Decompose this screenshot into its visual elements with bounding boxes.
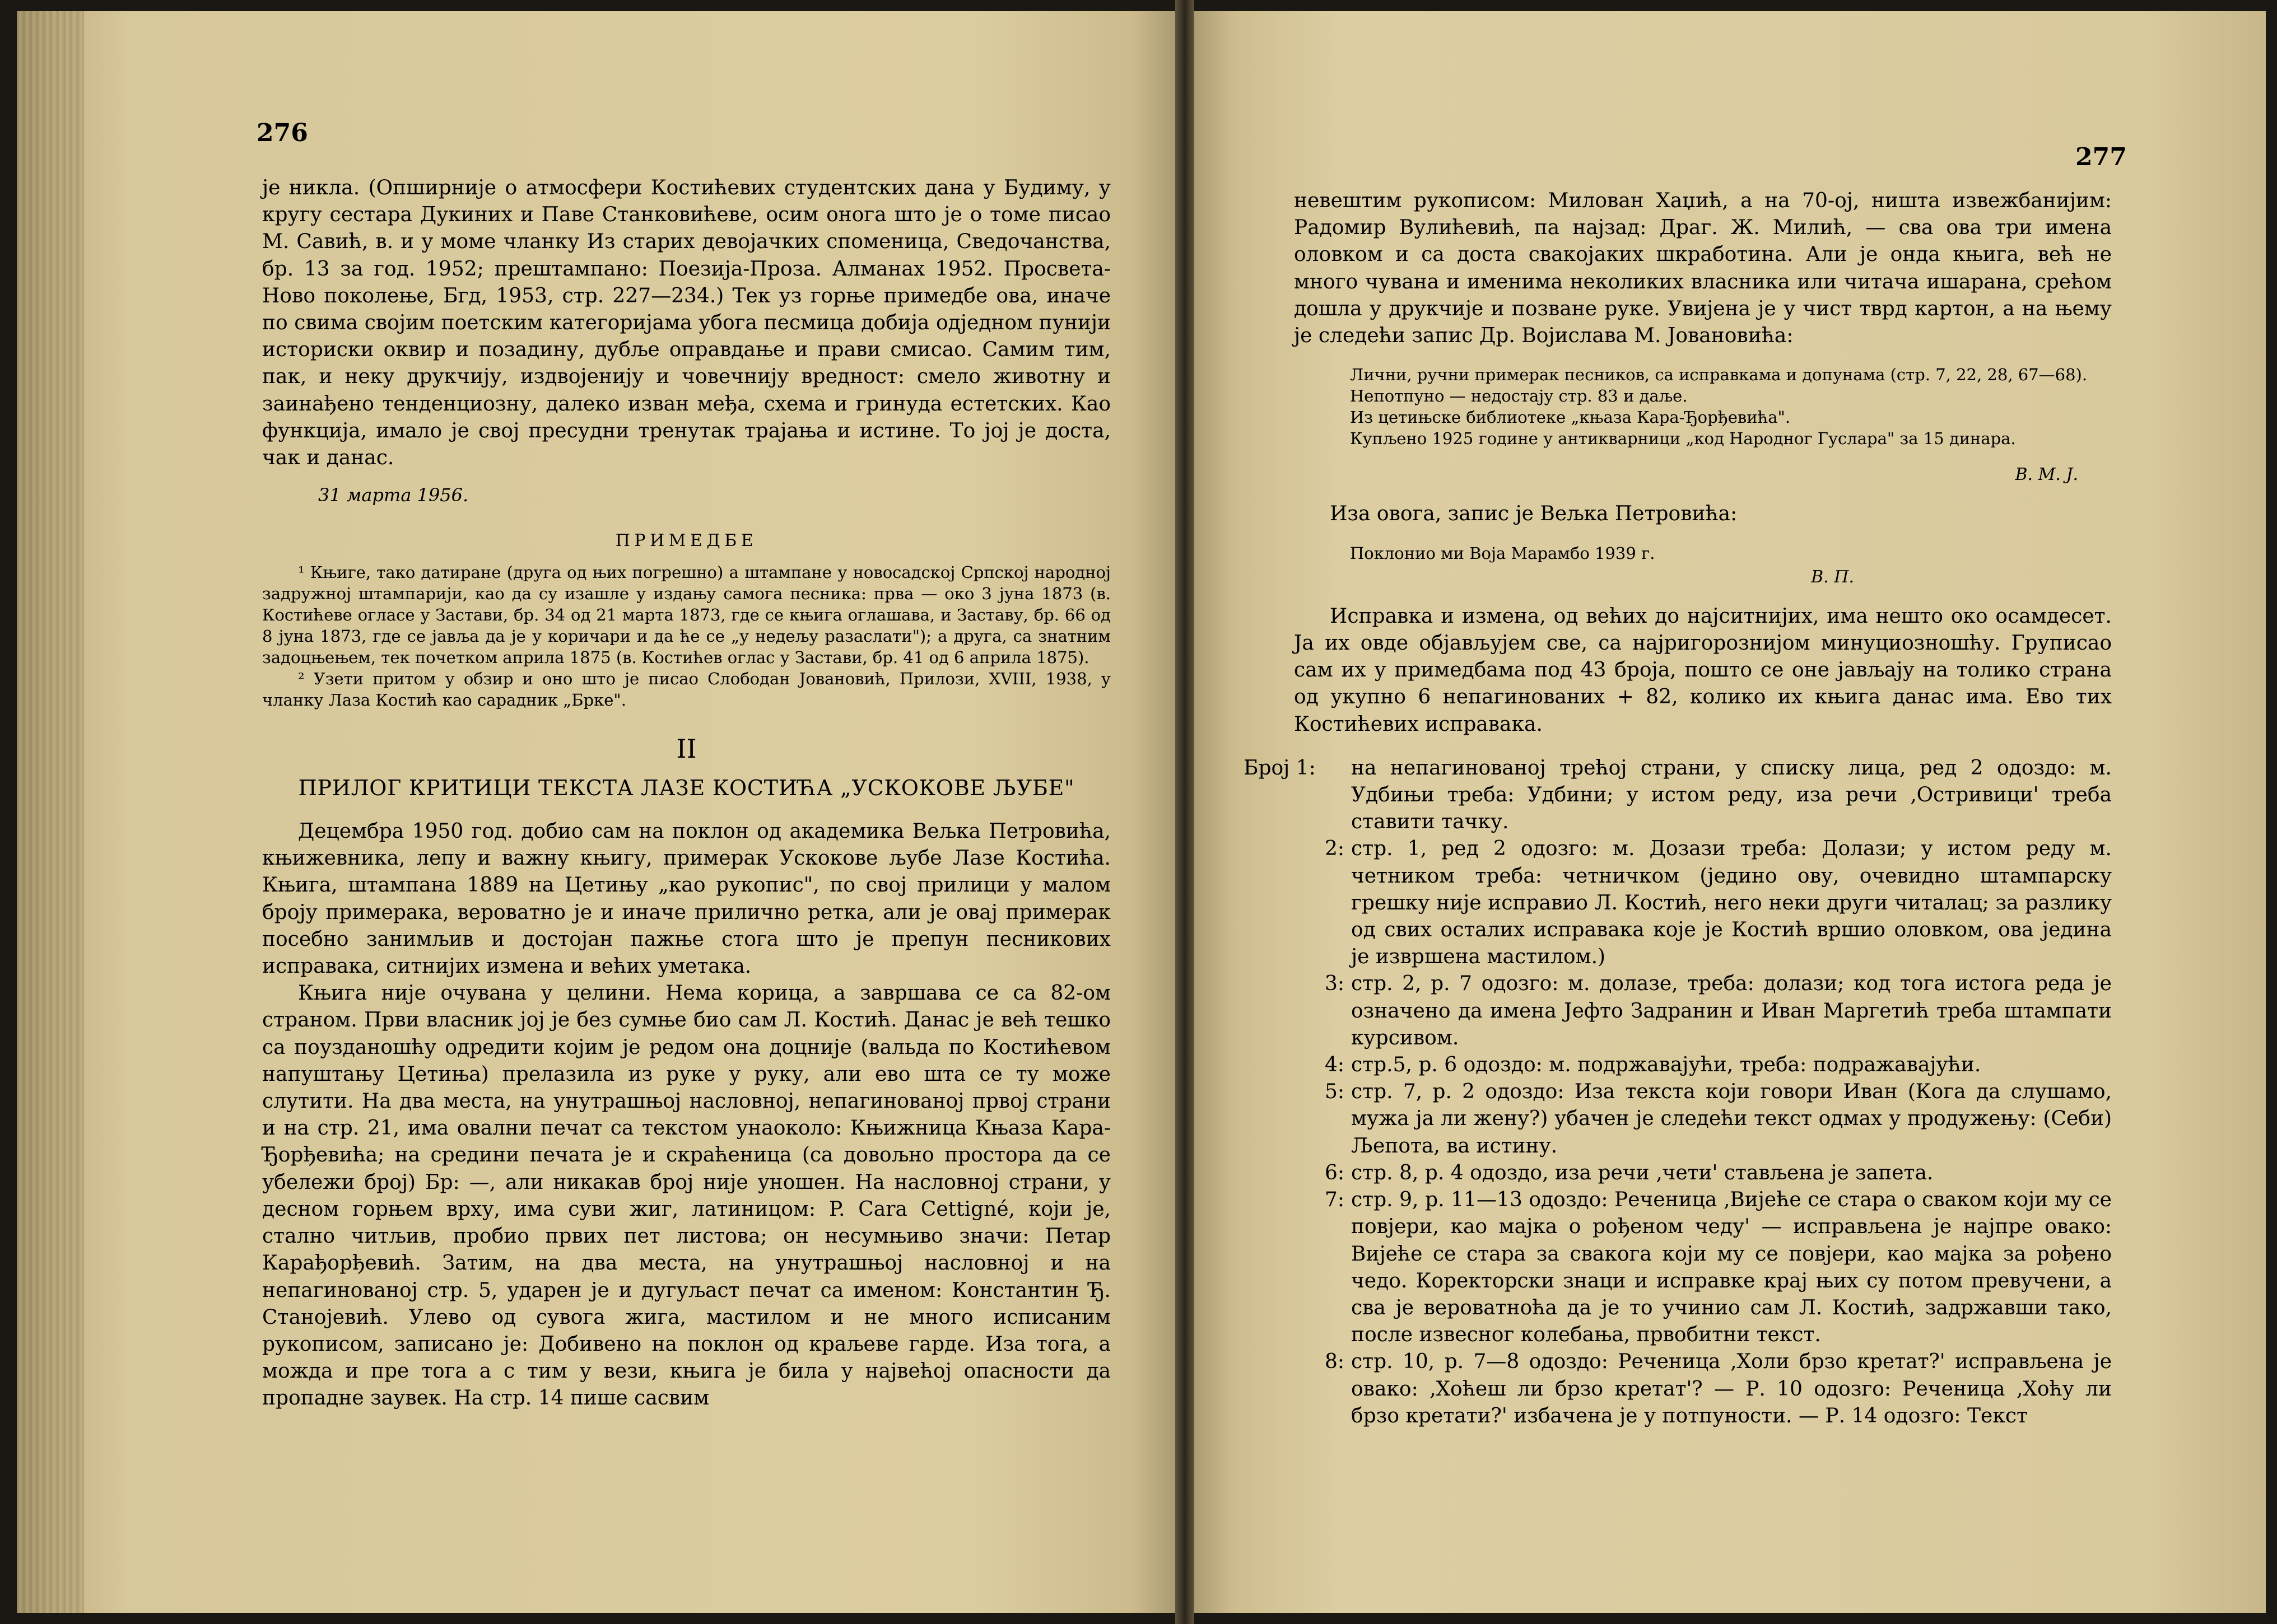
list-item [1244,1348,2112,1430]
item-label: 6: [1324,1161,1344,1184]
item-text: стр. 2, р. 7 одозго: м. долазе, треба: долази; код тога истога реда је означено да имена Јефто Задранин и Иван Маргетић треба штампати курсивом. [1351,972,2112,1049]
list-item [1244,755,2112,836]
left-page-number: 276 [257,119,308,147]
footnote-1: ¹ Књиге, тако датиране (друга од њих погрешно) а штампане у новосадској Српској народној задружној штампарији, као да су изашле у издању самога песника: прва — око 3 јуна 1873 (в. Костићеве огласе у Застави, бр. 34 од 21 марта 1873, где се књига оглашава, и Заставу, бр. 66 од 8 јуна 1873, где се јавља да је у коричари и да ће се „у недељу разаслати"); а друга, са знатним задоцњењем, тек почетком априла 1875 (в. Костићев оглас у Застави, бр. 41 од 6 априла 1875). [262,562,1111,667]
list-item [1244,1052,2112,1079]
item-label: 7: [1324,1188,1344,1212]
corrections-list [1244,755,2112,1430]
paragraph: Децембра 1950 год. добио сам на поклон од академика Вељка Петровића, књижевника, лепу и важну књигу, примерак Ускокове љубе Лазе Костића. Књига, штампана 1889 на Цетињу „као рукопис", по свој прилици у малом броју примерака, вероватно је и иначе прилично ретка, али је овај примерак посебно занимљив и достојан пажње стога што је препун песникових исправака, ситнијих измена и већих уметака. [262,820,1111,978]
footnote-2: ² Узети притом у обзир и оно што је писао Слободан Јовановић, Прилози, XVIII, 1938, у чланку Лаза Костић као сарадник „Брке". [262,669,1111,710]
note-quote [1294,364,2112,449]
item-label: 2: [1324,837,1344,861]
quote-line: Непотпуно — недостају стр. 83 и даље. [1350,386,1688,406]
section-title: ПРИЛОГ КРИТИЦИ ТЕКСТА ЛАЗЕ КОСТИЋА „УСКОКОВЕ ЉУБЕ" [298,775,1075,800]
item-label: 8: [1324,1350,1344,1374]
list-item [1244,970,2112,1052]
quote-line: Лични, ручни примерак песников, са исправкама и допунама (стр. 7, 22, 28, 67—68). [1350,365,2088,385]
right-page-number: 277 [2075,143,2127,171]
item-label: 5: [1324,1080,1344,1104]
list-item [1244,1187,2112,1348]
list-item [1244,1160,2112,1187]
item-label: 4: [1324,1053,1344,1077]
item-text: стр. 1, ред 2 одозго: м. Дозази треба: Долази; у истом реду м. четником треба: четничком (једино ову, очевидно штампарску грешку није исправио Л. Костић, него неки други читалац; за разлику од свих осталих исправака које је Костић вршио оловком, ова једина је извршена мастилом.) [1351,837,2112,969]
initials: В. М. Ј. [2015,465,2078,485]
right-page-text [1244,188,2112,1430]
item-label: Број 1: [1244,756,1316,780]
paragraph: Књига није очувана у целини. Нема корица, а завршава се са 82-ом страном. Први власник јој је без сумње био сам Л. Костић. Данас је већ тешко са поузданошћу одредити којим је редом она доцније (вальда по Костићевом напуштању Цетиња) прелазила из руке у руку, али ево шта се ту може слутити. На два места, на унутрашњој насловној, непагинованој првој страни и на стр. 21, има овални печат са текстом унаоколо: Књижница Књаза Кара-Ђорђевића; на средини печата је и скраћеница (са довољно простора да се убележи број) Бр: —, али никакав број није уношен. На насловној страни, у десном горњем врху, има суви жиг, латиницом: P. Cara Cettigné, који је, стално читљив, пробио првих пет листова; он несумњиво значи: Петар Карађорђевић. Затим, на два места, на унутрашњој насловној и на непагинованој стр. 5, ударен је и дугуљаст печат са именом: Константин Ђ. Станојевић. Улево од сувога жига, мастилом и не много исписаним рукописом, записано је: Добивено на поклон од краљеве гарде. Иза тога, а можда и пре тога а с тим у вези, књига је била у највећој опасности да пропадне заувек. На стр. 14 пише сасвим [262,982,1111,1410]
quote-line: Из цетињске библиотеке „књаза Кара-Ђорђевића". [1350,408,1791,427]
page-edges [17,11,84,1613]
initials: В. П. [1811,567,1854,587]
list-item [1244,1079,2112,1160]
notes-heading: ПРИМЕДБЕ [615,531,758,551]
list-item [1244,836,2112,970]
paragraph: је никла. (Опширније о атмосфери Костићевих студентских дана у Будиму, у кругу сестара Дукиних и Паве Станковићеве, осим онога што је о томе писао М. Савић, в. и у моме чланку Из старих девојачких споменица, Сведочанства, бр. 13 за год. 1952; прештампано: Поезија-Проза. Алманах 1952. Просвета-Ново поколење, Бгд, 1953, стр. 227—234.) Тек уз горње примедбе ова, иначе по свима својим поетским категоријама убога песмица добија одједном пунији историски оквир и позадину, дубље оправдање и прави смисао. Самим тим, пак, и неку друкчију, издвојенију и човечнију вредност: смело животну и заинађено тенденциозну, далеко изван међа, схема и гринуда естетских. Као функција, имало је свој пресудни тренутак трајања и истине. То јој је доста, чак и данас. [262,176,1111,470]
paragraph: Иза овога, запис је Вељка Петровића: [1330,502,1738,526]
item-text: стр. 8, р. 4 одоздо, иза речи ‚чети' стављена је запета. [1351,1161,1934,1184]
quote-line: Купљено 1925 године у антикварници „код Народног Гуслара" за 15 динара. [1350,429,2016,449]
note-quote: Поклонио ми Воја Марамбо 1939 г. [1350,543,1655,563]
book-gutter [1175,0,1194,1624]
left-page-text [262,175,1111,1412]
item-text: стр. 10, р. 7—8 одоздо: Реченица ‚Холи брзо кретат?' исправљена је овако: ‚Хоћеш ли брзо кретат'? — Р. 10 одозго: Реченица ‚Хоћу ли брзо кретати?' избачена је у потпуности. — Р. 14 одозго: Текст [1351,1350,2112,1427]
item-text: стр. 9, р. 11—13 одоздо: Реченица ‚Вијеће се стара о сваком који му се повјери, као мајка о рођеном чеду' — исправљена је најпре овако: Вијеће се стара за свакога који му се повјери, као мајка за рођено чедо. Коректорски знаци и исправке крај њих су потом превучени, а сва је вероватноћа да је то учинио сам Л. Костић, задржавши тако, после извесног колебања, првобитни текст. [1351,1188,2112,1347]
item-text: стр.5, р. 6 одоздо: м. подржавајући, треба: подражавајући. [1351,1053,1981,1077]
item-label: 3: [1324,972,1344,996]
item-text: стр. 7, р. 2 одоздо: Иза текста који говори Иван (Кога да слушамо, мужа ја ли жену?) убачен је следећи текст одмах у продужењу: (Себи) Љепота, ва истину. [1351,1080,2112,1158]
paragraph: Исправка и измена, од већих до најситнијих, има нешто око осамдесет. Ја их овде објављујем све, са најригорознијом минуциозношћу. Груписао сам их у примедбама под 43 броја, пошто се оне јављају на толико страна од укупно 6 непагинованих + 82, колико их књига данас има. Ево тих Костићевих исправака. [1294,604,2112,736]
item-text: на непагинованој трећој страни, у списку лица, ред 2 одоздо: м. Удбињи треба: Удбини; у истом реду, иза речи ‚Остривици' треба ставити тачку. [1351,756,2112,834]
section-number: II [676,733,697,764]
date-line: 31 марта 1956. [318,484,469,506]
paragraph: невештим рукописом: Милован Хаџић, а на 70-ој, ништа извежбанијим: Радомир Вулићевић, па најзад: Драг. Ж. Милић, — сва ова три имена оловком и са доста свакојаких шкработина. Али је онда књига, већ не много чувана и именима неколиких власника или читача ишарана, срећом дошла у друкчије и позване руке. Увијена је у чист тврд картон, а на њему је следећи запис Др. Војислава М. Јовановића: [1294,189,2112,348]
